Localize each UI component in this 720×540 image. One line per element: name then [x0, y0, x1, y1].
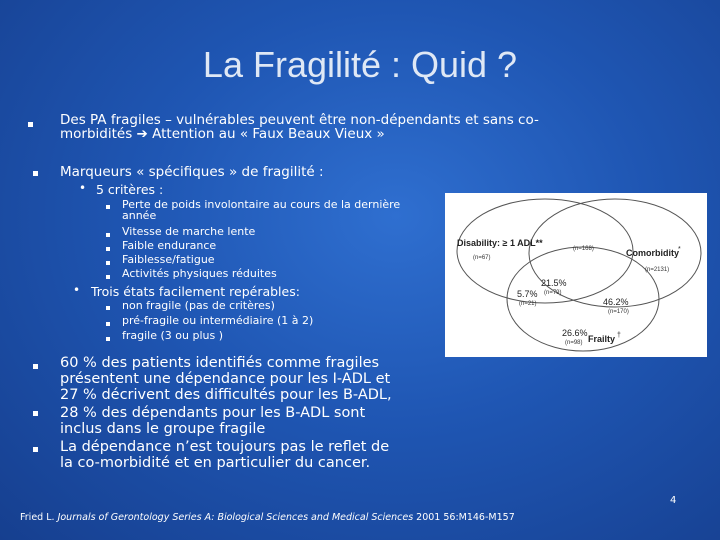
criterion-weakness: Faiblesse/fatigue	[122, 253, 215, 266]
bullet-square-icon	[33, 171, 38, 176]
slide-title: La Fragilité : Quid ?	[202, 44, 518, 85]
criterion-activity: Activités physiques réduites	[122, 267, 277, 280]
bullet-line: la co-morbidité et en particulier du cancer.	[60, 455, 371, 471]
bullet-marqueurs: Marqueurs « spécifiques » de fragilité :	[60, 164, 324, 180]
bullet-square-icon	[28, 122, 33, 127]
state-fragile: fragile (3 ou plus )	[122, 329, 224, 342]
n-disability-frailty: (n=21)	[519, 301, 537, 307]
bullet-square-icon	[106, 275, 110, 279]
footer-journal: Journals of Gerontology Series A: Biological Sciences and Medical Sciences	[57, 512, 414, 523]
frailty-label: Frailty	[588, 334, 616, 344]
bullet-28-percent	[60, 405, 365, 437]
pct-disability-frailty: 5.7%	[517, 289, 538, 299]
criterion-walking-speed: Vitesse de marche lente	[122, 225, 256, 238]
bullet-square-icon	[106, 322, 110, 326]
bullet-line: Des PA fragiles – vulnérables peuvent être non-dépendants et sans co-	[60, 112, 539, 128]
comorbidity-label: Comorbidity	[626, 248, 679, 258]
bullet-square-icon	[33, 364, 38, 369]
bullet-line: 28 % des dépendants pour les B-ADL sont	[60, 405, 366, 421]
n-disability-only: (n=67)	[473, 255, 491, 261]
frailty-superscript: †	[617, 332, 621, 339]
bullet-line: présentent une dépendance pour les I-ADL et	[60, 371, 391, 387]
n-frailty-only: (n=98)	[565, 340, 583, 346]
pct-comorbidity-frailty: 46.2%	[603, 297, 629, 307]
state-non-fragile: non fragile (pas de critères)	[122, 299, 275, 312]
n-comorbidity-frailty: (n=170)	[608, 309, 629, 315]
bullet-square-icon	[106, 337, 110, 341]
bullet-square-icon	[33, 411, 38, 416]
disability-label: Disability: ≥ 1 ADL**	[457, 238, 543, 248]
bullet-square-icon	[106, 306, 110, 310]
page-number: 4	[670, 495, 677, 506]
bullet-line: morbidités ➔ Attention au « Faux Beaux Vieux »	[60, 126, 385, 142]
n-comorbidity-only: (n=2131)	[645, 267, 670, 273]
footer-author: Fried L.	[20, 512, 55, 523]
pct-frailty-only: 26.6%	[562, 328, 588, 338]
criterion-line: année	[122, 209, 157, 222]
bullet-line: 27 % décrivent des difficultés pour les B-ADL,	[60, 387, 392, 403]
criterion-endurance: Faible endurance	[122, 239, 217, 252]
pct-all-three: 21.5%	[541, 278, 567, 288]
n-disability-comorbidity: (n=168)	[573, 246, 594, 252]
bullet-square-icon	[33, 447, 38, 452]
bullet-line: inclus dans le groupe fragile	[60, 421, 266, 437]
footer-reference	[20, 512, 515, 523]
bullet-dot-icon: •	[79, 181, 87, 195]
sub-bullet-criteres: 5 critères :	[96, 182, 164, 197]
bullet-dot-icon: •	[73, 283, 81, 297]
bullet-faux-beaux-vieux	[60, 113, 539, 141]
bullet-line: 60 % des patients identifiés comme fragiles	[60, 355, 380, 371]
bullet-60-percent	[60, 355, 392, 403]
criterion-weight-loss	[122, 199, 400, 221]
n-all-three: (n=79)	[544, 290, 562, 296]
criterion-line: Perte de poids involontaire au cours de la dernière	[122, 198, 401, 211]
venn-svg	[445, 193, 707, 357]
footer-ref: 2001 56:M146-M157	[413, 512, 515, 523]
state-pre-fragile: pré-fragile ou intermédiaire (1 à 2)	[122, 314, 314, 327]
bullet-square-icon	[106, 247, 110, 251]
bullet-square-icon	[106, 261, 110, 265]
venn-diagram	[445, 193, 707, 357]
bullet-square-icon	[106, 205, 110, 209]
sub-bullet-etats: Trois états facilement repérables:	[91, 284, 300, 299]
bullet-dependance	[60, 439, 389, 471]
bullet-line: La dépendance n’est toujours pas le reflet de	[60, 439, 390, 455]
comorbidity-superscript: *	[678, 246, 681, 253]
bullet-square-icon	[106, 233, 110, 237]
